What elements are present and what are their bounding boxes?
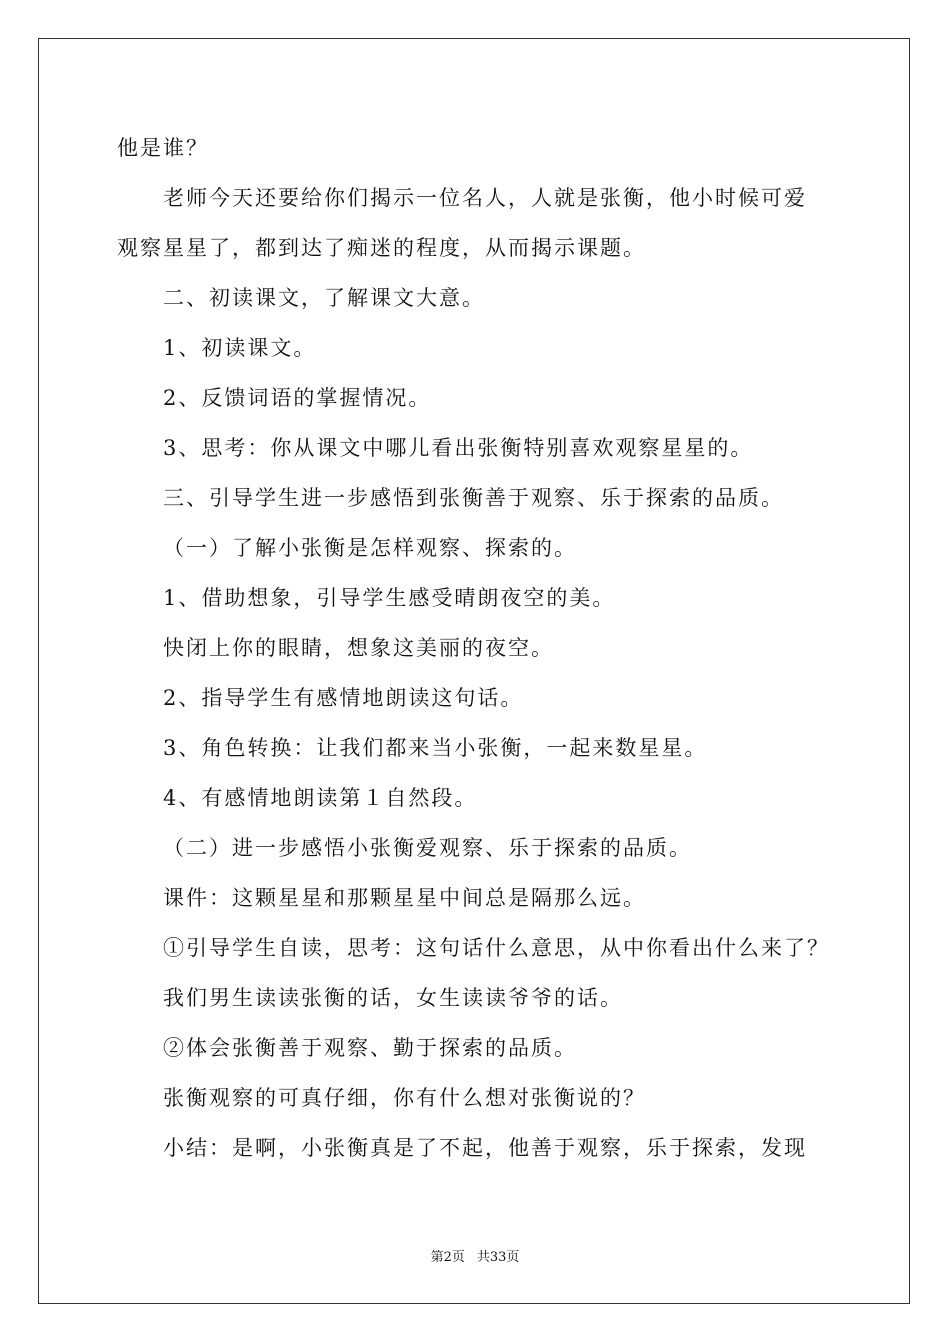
text-line: 3、思考：你从课文中哪儿看出张衡特别喜欢观察星星的。: [163, 436, 754, 460]
text-line: 1、初读课文。: [163, 336, 317, 360]
text-line: 2、指导学生有感情地朗读这句话。: [163, 686, 524, 710]
text-line: 快闭上你的眼睛，想象这美丽的夜空。: [163, 636, 554, 660]
text-line: 他是谁？: [117, 136, 209, 160]
text-line: 3、角色转换：让我们都来当小张衡，一起来数星星。: [163, 736, 708, 760]
text-line: ②体会张衡善于观察、勤于探索的品质。: [163, 1036, 577, 1060]
text-line: 1、借助想象，引导学生感受晴朗夜空的美。: [163, 586, 616, 610]
page-number: 第2页: [430, 1250, 465, 1265]
text-line: （一）了解小张衡是怎样观察、探索的。: [163, 536, 577, 560]
text-line: 小结：是啊，小张衡真是了不起，他善于观察，乐于探索，发现: [163, 1136, 807, 1160]
page-total: 共33页: [476, 1250, 520, 1265]
text-line: 我们男生读读张衡的话，女生读读爷爷的话。: [163, 986, 623, 1010]
page-border: [38, 38, 910, 1304]
text-line: 课件：这颗星星和那颗星星中间总是隔那么远。: [163, 886, 646, 910]
text-line: （二）进一步感悟小张衡爱观察、乐于探索的品质。: [163, 836, 692, 860]
text-line: 4、有感情地朗读第１自然段。: [163, 786, 478, 810]
page-footer: [0, 1246, 950, 1265]
text-line: ①引导学生自读，思考：这句话什么意思，从中你看出什么来了？: [163, 936, 830, 960]
text-line: 张衡观察的可真仔细，你有什么想对张衡说的？: [163, 1086, 646, 1110]
text-line: 二、初读课文，了解课文大意。: [163, 286, 485, 310]
text-line: 2、反馈词语的掌握情况。: [163, 386, 432, 410]
text-line: 老师今天还要给你们揭示一位名人，人就是张衡，他小时候可爱: [163, 186, 807, 210]
text-line: 三、引导学生进一步感悟到张衡善于观察、乐于探索的品质。: [163, 486, 784, 510]
text-line: 观察星星了，都到达了痴迷的程度，从而揭示课题。: [117, 236, 646, 260]
